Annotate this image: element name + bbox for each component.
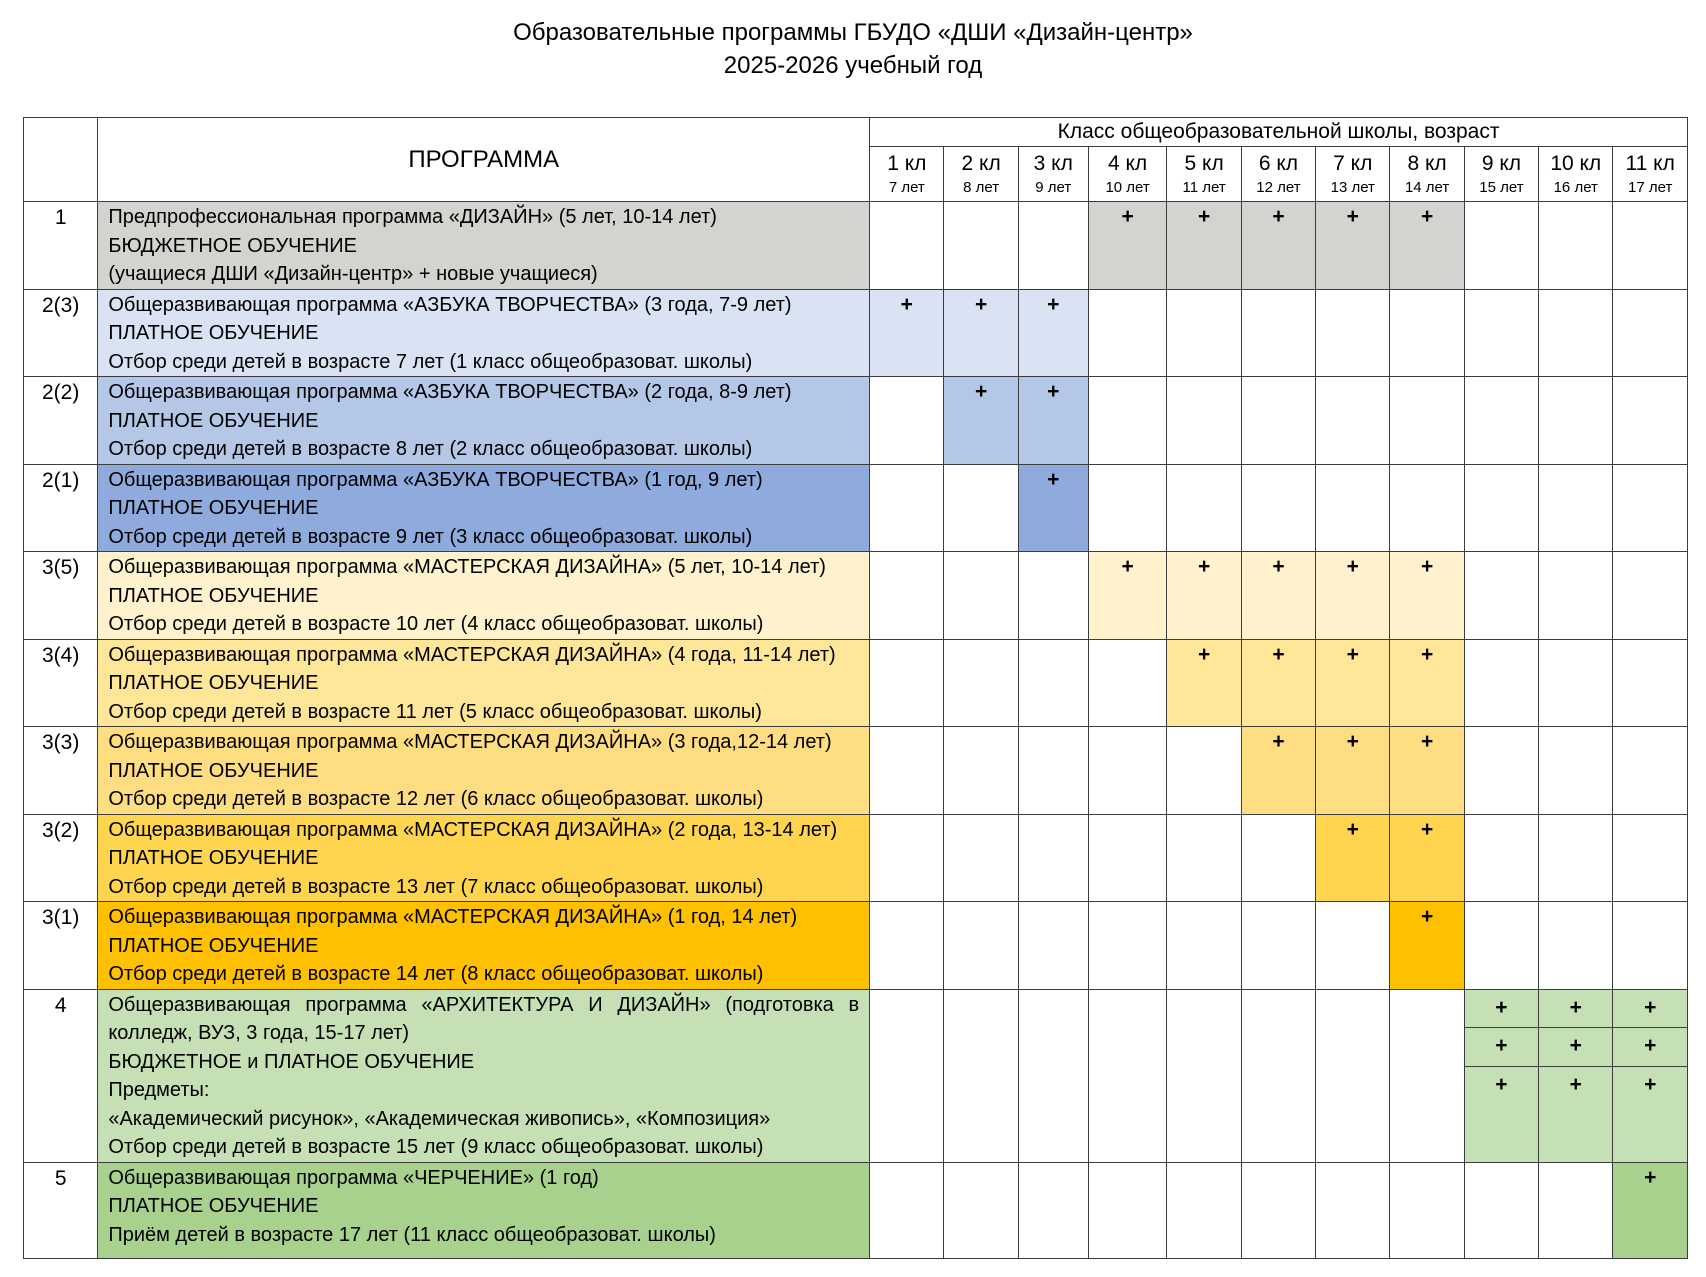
grade-empty-cell — [944, 989, 1018, 1162]
program-line: Общеразвивающая программа «АЗБУКА ТВОРЧЕСТВА» (1 год, 9 лет) — [108, 468, 763, 491]
program-line: БЮДЖЕТНОЕ и ПЛАТНОЕ ОБУЧЕНИЕ — [108, 1050, 475, 1073]
program-line: Отбор среди детей в возрасте 12 лет (6 класс общеобразоват. школы) — [108, 788, 764, 810]
grade-empty-cell — [1390, 377, 1464, 465]
table-row — [24, 552, 1688, 640]
grade-mark-cell: + — [870, 289, 944, 377]
program-line: ПЛАТНОЕ ОБУЧЕНИЕ — [108, 409, 319, 432]
program-line: Общеразвивающая программа «МАСТЕРСКАЯ ДИЗАЙНА» (3 года,12-14 лет) — [108, 731, 832, 753]
program-description — [98, 202, 870, 290]
grade-empty-cell — [1316, 1162, 1390, 1258]
grade-age: 15 лет — [1479, 179, 1524, 196]
grade-header-8 — [1390, 147, 1464, 202]
grade-empty-cell — [1088, 464, 1167, 552]
grade-empty-cell — [870, 989, 944, 1162]
program-description — [98, 814, 870, 902]
grade-mark-cell: + — [1241, 202, 1315, 290]
grade-empty-cell — [1088, 289, 1167, 377]
grade-empty-cell — [1088, 814, 1167, 902]
programs-table — [23, 117, 1688, 1259]
program-line: «Академический рисунок», «Академическая живопись», «Композиция» — [108, 1107, 771, 1130]
page-subtitle: 2025-2026 учебный год — [723, 52, 983, 79]
program-line: ПЛАТНОЕ ОБУЧЕНИЕ — [108, 847, 319, 869]
grade-empty-cell — [870, 377, 944, 465]
grade-empty-cell — [944, 1162, 1018, 1258]
grade-empty-cell — [1241, 1162, 1315, 1258]
program-description — [98, 902, 870, 990]
grade-empty-cell — [1613, 814, 1688, 902]
grade-mark-cell: + — [1613, 1162, 1688, 1258]
grade-empty-cell — [1464, 727, 1538, 815]
grade-age: 13 лет — [1330, 179, 1375, 196]
grade-label: 4 кл — [1108, 152, 1148, 175]
program-line: ПЛАТНОЕ ОБУЧЕНИЕ — [108, 672, 319, 694]
grade-age: 16 лет — [1553, 179, 1598, 196]
grade-empty-cell — [1613, 289, 1688, 377]
program-line: ПЛАТНОЕ ОБУЧЕНИЕ — [108, 934, 319, 957]
grade-empty-cell — [944, 902, 1018, 990]
grade-empty-cell — [1464, 202, 1538, 290]
grade-empty-cell — [1390, 464, 1464, 552]
table-row — [24, 902, 1688, 990]
grade-mark-cell: + — [1464, 1028, 1538, 1067]
grade-mark-cell: + — [1390, 902, 1464, 990]
grade-age: 14 лет — [1404, 179, 1450, 196]
row-number: 3(1) — [24, 902, 98, 990]
grade-label: 10 кл — [1550, 152, 1602, 175]
grade-mark-cell: + — [1390, 639, 1464, 727]
grade-empty-cell — [944, 639, 1018, 727]
grade-header-2 — [944, 147, 1018, 202]
grade-empty-cell — [1316, 902, 1390, 990]
program-line: Отбор среди детей в возрасте 9 лет (3 класс общеобразоват. школы) — [108, 525, 753, 548]
program-line: Отбор среди детей в возрасте 8 лет (2 класс общеобразоват. школы) — [108, 438, 753, 460]
grade-empty-cell — [1167, 464, 1241, 552]
grade-empty-cell — [1464, 814, 1538, 902]
row-number: 1 — [24, 202, 98, 290]
grade-label: 5 кл — [1184, 152, 1224, 175]
grade-empty-cell — [1613, 552, 1688, 640]
program-description — [98, 377, 870, 465]
grade-empty-cell — [1088, 902, 1167, 990]
grade-empty-cell — [1088, 989, 1167, 1162]
program-line: Общеразвивающая программа «МАСТЕРСКАЯ ДИЗАЙНА» (2 года, 13-14 лет) — [108, 818, 838, 841]
table-row — [24, 814, 1688, 902]
grade-empty-cell — [1088, 377, 1167, 465]
grade-mark-cell: + — [944, 377, 1018, 465]
program-line: (учащиеся ДШИ «Дизайн-центр» + новые учащиеся) — [108, 263, 598, 285]
grade-mark-cell: + — [1088, 552, 1167, 640]
row-number: 2(1) — [24, 464, 98, 552]
grade-header-3 — [1018, 147, 1088, 202]
grade-empty-cell — [1018, 989, 1088, 1162]
table-row — [24, 202, 1688, 290]
row-number: 3(5) — [24, 552, 98, 640]
grade-age: 10 лет — [1105, 179, 1150, 196]
grade-empty-cell — [1539, 727, 1613, 815]
table-row — [24, 727, 1688, 815]
grade-empty-cell — [1464, 552, 1538, 640]
program-line: ПЛАТНОЕ ОБУЧЕНИЕ — [108, 584, 319, 607]
grade-mark-cell: + — [1018, 377, 1088, 465]
grade-mark-cell: + — [1018, 464, 1088, 552]
program-line: Общеразвивающая программа «МАСТЕРСКАЯ ДИЗАЙНА» (5 лет, 10-14 лет) — [108, 556, 826, 578]
grade-empty-cell — [1539, 464, 1613, 552]
grade-empty-cell — [1613, 464, 1688, 552]
grade-mark-cell: + — [1390, 202, 1464, 290]
grade-empty-cell — [1390, 1162, 1464, 1258]
grade-empty-cell — [1539, 639, 1613, 727]
grade-mark-cell: + — [1539, 989, 1613, 1028]
program-line: ПЛАТНОЕ ОБУЧЕНИЕ — [108, 1195, 319, 1217]
grade-label: 6 кл — [1258, 152, 1299, 175]
grade-empty-cell — [1018, 639, 1088, 727]
table-row — [24, 989, 1688, 1028]
grade-empty-cell — [1464, 289, 1538, 377]
grade-empty-cell — [1241, 989, 1315, 1162]
program-line: БЮДЖЕТНОЕ ОБУЧЕНИЕ — [108, 234, 357, 257]
grade-empty-cell — [1539, 814, 1613, 902]
grade-empty-cell — [944, 202, 1018, 290]
grade-empty-cell — [1088, 727, 1167, 815]
program-description — [98, 464, 870, 552]
grade-empty-cell — [870, 552, 944, 640]
program-line: Общеразвивающая программа «АЗБУКА ТВОРЧЕСТВА» (3 года, 7-9 лет) — [108, 293, 792, 316]
grade-empty-cell — [1088, 1162, 1167, 1258]
grade-empty-cell — [1018, 202, 1088, 290]
grade-empty-cell — [1316, 377, 1390, 465]
row-number: 5 — [24, 1162, 98, 1258]
grade-empty-cell — [1464, 464, 1538, 552]
program-line: Отбор среди детей в возрасте 7 лет (1 класс общеобразоват. школы) — [108, 350, 753, 373]
grade-header-5 — [1167, 147, 1241, 202]
row-number: 2(2) — [24, 377, 98, 465]
grade-empty-cell — [870, 814, 944, 902]
grade-empty-cell — [1613, 639, 1688, 727]
grade-label: 11 кл — [1625, 152, 1675, 175]
grade-mark-cell: + — [1539, 1067, 1613, 1162]
grade-empty-cell — [1241, 902, 1315, 990]
grade-empty-cell — [1316, 289, 1390, 377]
program-line: Отбор среди детей в возрасте 10 лет (4 класс общеобразоват. школы) — [108, 613, 764, 635]
row-number: 3(2) — [24, 814, 98, 902]
grade-empty-cell — [870, 639, 944, 727]
grade-empty-cell — [1018, 1162, 1088, 1258]
grade-label: 2 кл — [961, 152, 1001, 175]
grade-empty-cell — [870, 902, 944, 990]
grade-empty-cell — [1539, 377, 1613, 465]
grade-mark-cell: + — [1316, 814, 1390, 902]
grade-empty-cell — [1167, 814, 1241, 902]
grade-label: 8 кл — [1407, 152, 1447, 175]
grade-empty-cell — [1539, 1162, 1613, 1258]
program-description — [98, 1162, 870, 1258]
table-row — [24, 377, 1688, 465]
grade-empty-cell — [944, 814, 1018, 902]
grade-header-1 — [870, 147, 944, 202]
grade-mark-cell: + — [1088, 202, 1167, 290]
grade-empty-cell — [1167, 902, 1241, 990]
grade-age: 9 лет — [1035, 179, 1072, 196]
program-line: Отбор среди детей в возрасте 11 лет (5 класс общеобразоват. школы) — [108, 700, 762, 723]
grade-empty-cell — [1613, 902, 1688, 990]
row-number: 3(3) — [24, 727, 98, 815]
grade-age: 12 лет — [1256, 179, 1301, 196]
grade-label: 3 кл — [1033, 152, 1073, 175]
grade-mark-cell: + — [1539, 1028, 1613, 1067]
program-line: Предпрофессиональная программа «ДИЗАЙН» (5 лет, 10-14 лет) — [108, 206, 717, 228]
grade-empty-cell — [870, 727, 944, 815]
grade-empty-cell — [1167, 289, 1241, 377]
grade-empty-cell — [1167, 727, 1241, 815]
grade-mark-cell: + — [944, 289, 1018, 377]
grade-empty-cell — [944, 464, 1018, 552]
grade-header-10 — [1539, 147, 1613, 202]
grade-mark-cell: + — [1018, 289, 1088, 377]
grade-empty-cell — [1167, 989, 1241, 1162]
grade-empty-cell — [870, 1162, 944, 1258]
table-row — [24, 289, 1688, 377]
grade-empty-cell — [1167, 1162, 1241, 1258]
program-description — [98, 989, 870, 1162]
grade-empty-cell — [1167, 377, 1241, 465]
grade-empty-cell — [944, 727, 1018, 815]
table-row — [24, 464, 1688, 552]
program-line: Общеразвивающая программа «МАСТЕРСКАЯ ДИЗАЙНА» (4 года, 11-14 лет) — [108, 643, 836, 666]
grade-age: 17 лет — [1628, 179, 1673, 196]
program-line: Приём детей в возрасте 17 лет (11 класс общеобразоват. школы) — [108, 1223, 716, 1246]
grade-mark-cell: + — [1390, 814, 1464, 902]
grade-empty-cell — [1241, 464, 1315, 552]
table-row — [24, 639, 1688, 727]
grade-mark-cell: + — [1241, 639, 1315, 727]
grade-empty-cell — [1464, 902, 1538, 990]
grade-label: 7 кл — [1333, 152, 1373, 175]
grade-empty-cell — [1464, 1162, 1538, 1258]
grade-empty-cell — [1613, 202, 1688, 290]
grade-header-7 — [1316, 147, 1390, 202]
grade-mark-cell: + — [1167, 202, 1241, 290]
header-number-cell — [24, 118, 98, 202]
grade-age: 7 лет — [888, 179, 925, 196]
program-line: ПЛАТНОЕ ОБУЧЕНИЕ — [108, 497, 319, 519]
program-line: ПЛАТНОЕ ОБУЧЕНИЕ — [108, 322, 319, 344]
grade-empty-cell — [1390, 289, 1464, 377]
grade-empty-cell — [1539, 902, 1613, 990]
grade-age: 8 лет — [963, 179, 1000, 196]
row-number: 3(4) — [24, 639, 98, 727]
page-title: Образовательные программы ГБУДО «ДШИ «Дизайн-центр» — [513, 19, 1193, 46]
program-description — [98, 639, 870, 727]
program-line: ПЛАТНОЕ ОБУЧЕНИЕ — [108, 759, 319, 782]
grade-empty-cell — [1018, 552, 1088, 640]
grade-mark-cell: + — [1316, 639, 1390, 727]
grade-empty-cell — [1539, 202, 1613, 290]
page-header — [0, 16, 1706, 82]
grade-empty-cell — [1018, 814, 1088, 902]
grade-header-6 — [1241, 147, 1315, 202]
grade-mark-cell: + — [1167, 639, 1241, 727]
grades-column-header: Класс общеобразовательной школы, возраст — [870, 118, 1688, 147]
grade-label: 1 кл — [887, 152, 927, 175]
program-line: Общеразвивающая программа «МАСТЕРСКАЯ ДИЗАЙНА» (1 год, 14 лет) — [108, 906, 798, 928]
grade-empty-cell — [1316, 464, 1390, 552]
program-line: Отбор среди детей в возрасте 15 лет (9 класс общеобразоват. школы) — [108, 1136, 764, 1158]
grade-mark-cell: + — [1613, 1028, 1688, 1067]
program-line: Отбор среди детей в возрасте 14 лет (8 класс общеобразоват. школы) — [108, 963, 764, 985]
grade-empty-cell — [1539, 289, 1613, 377]
grade-empty-cell — [1018, 902, 1088, 990]
program-column-header: ПРОГРАММА — [98, 118, 870, 202]
program-line: Общеразвивающая программа «ЧЕРЧЕНИЕ» (1 год) — [108, 1166, 599, 1189]
grade-empty-cell — [1390, 989, 1464, 1162]
program-line: Отбор среди детей в возрасте 13 лет (7 класс общеобразоват. школы) — [108, 875, 764, 898]
grade-empty-cell — [1464, 639, 1538, 727]
grade-mark-cell: + — [1241, 727, 1315, 815]
grade-header-11 — [1613, 147, 1688, 202]
grade-label: 9 кл — [1481, 152, 1522, 175]
row-number: 4 — [24, 989, 98, 1162]
table-row — [24, 1162, 1688, 1258]
grade-mark-cell: + — [1390, 727, 1464, 815]
grade-mark-cell: + — [1613, 1067, 1688, 1162]
grade-empty-cell — [870, 202, 944, 290]
grade-empty-cell — [1241, 377, 1315, 465]
grade-empty-cell — [870, 464, 944, 552]
grade-empty-cell — [1018, 727, 1088, 815]
grade-empty-cell — [1088, 639, 1167, 727]
grade-mark-cell: + — [1613, 989, 1688, 1028]
grade-empty-cell — [944, 552, 1018, 640]
grade-mark-cell: + — [1390, 552, 1464, 640]
grade-empty-cell — [1241, 814, 1315, 902]
program-description — [98, 289, 870, 377]
grade-age: 11 лет — [1182, 179, 1226, 196]
grade-empty-cell — [1613, 377, 1688, 465]
grade-mark-cell: + — [1316, 552, 1390, 640]
grade-empty-cell — [1539, 552, 1613, 640]
grade-mark-cell: + — [1241, 552, 1315, 640]
program-description — [98, 727, 870, 815]
program-line: Общеразвивающая программа «АРХИТЕКТУРА И ДИЗАЙН» (подготовка в колледж, ВУЗ, 3 года, 15-17 лет) — [108, 993, 860, 1044]
program-description — [98, 552, 870, 640]
header-row-1 — [24, 118, 1688, 147]
grade-mark-cell: + — [1464, 1067, 1538, 1162]
row-number: 2(3) — [24, 289, 98, 377]
program-line: Предметы: — [108, 1079, 210, 1101]
program-line: Общеразвивающая программа «АЗБУКА ТВОРЧЕСТВА» (2 года, 8-9 лет) — [108, 381, 792, 403]
grade-mark-cell: + — [1167, 552, 1241, 640]
grade-empty-cell — [1316, 989, 1390, 1162]
grade-empty-cell — [1241, 289, 1315, 377]
grade-header-4 — [1088, 147, 1167, 202]
grade-empty-cell — [1613, 727, 1688, 815]
grade-mark-cell: + — [1464, 989, 1538, 1028]
grade-mark-cell: + — [1316, 202, 1390, 290]
grade-empty-cell — [1464, 377, 1538, 465]
grade-header-9 — [1464, 147, 1538, 202]
grade-mark-cell: + — [1316, 727, 1390, 815]
